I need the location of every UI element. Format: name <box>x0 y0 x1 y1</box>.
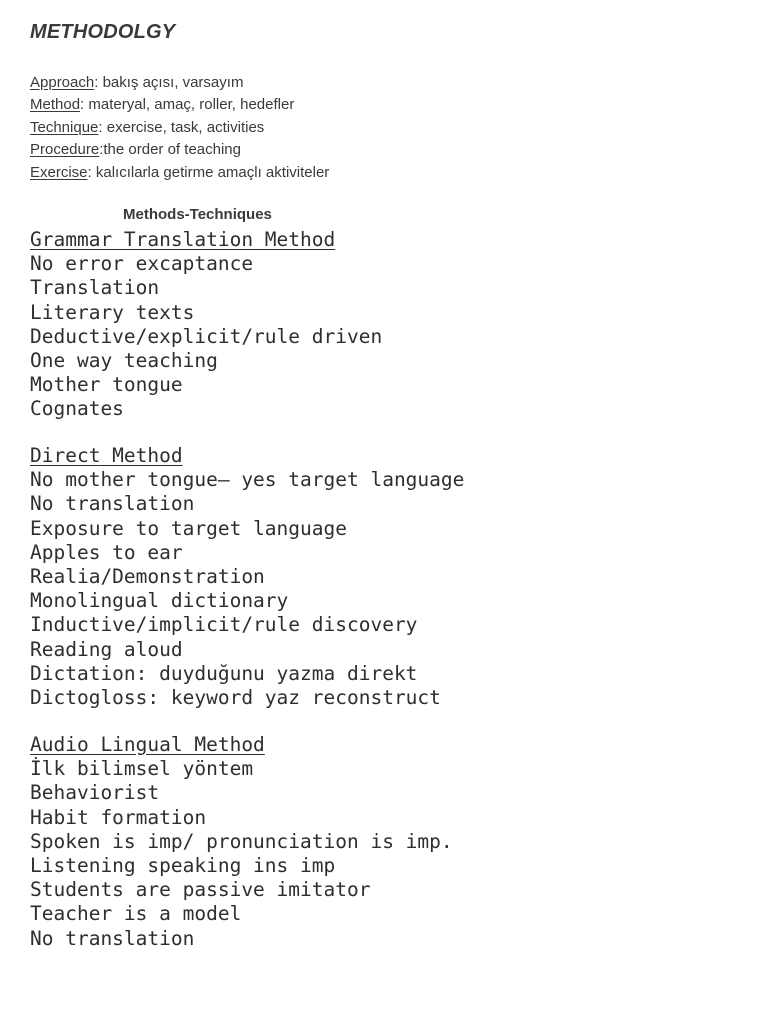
definition-term: Procedure <box>30 141 100 159</box>
definition-term: Approach <box>30 74 95 91</box>
method-item: Mother tongue <box>30 373 183 397</box>
method-heading: Grammar Translation Method <box>30 228 336 251</box>
definition-separator: : <box>80 96 89 114</box>
method-item: Exposure to target language <box>30 516 347 540</box>
method-item: Listening speaking ins imp <box>30 853 336 877</box>
definition-text: the order of teaching <box>103 141 241 159</box>
method-item: İlk bilimsel yöntem <box>30 757 254 781</box>
method-item: Monolingual dictionary <box>30 589 289 613</box>
page-title: METHODOLGY <box>30 21 176 43</box>
method-item: Behaviorist <box>30 781 160 805</box>
grammar-translation-method-section <box>30 228 382 422</box>
method-item: Realia/Demonstration <box>30 564 265 588</box>
method-item: Deductive/explicit/rule driven <box>30 324 383 348</box>
definition-row <box>30 94 329 116</box>
method-item: No translation <box>30 926 195 950</box>
definition-text: kalıcılarla getirme amaçlı aktiviteler <box>95 163 330 181</box>
method-item: Spoken is imp/ pronunciation is imp. <box>30 829 453 853</box>
method-item: Reading aloud <box>30 637 183 661</box>
method-item: Habit formation <box>30 805 207 829</box>
method-item: Literary texts <box>30 300 195 324</box>
definition-row <box>30 117 329 139</box>
definition-separator: : <box>87 163 96 181</box>
definition-term: Technique <box>30 118 99 136</box>
definition-separator: : <box>94 74 103 91</box>
definition-term: Exercise <box>30 163 88 181</box>
definition-term: Method <box>30 96 81 114</box>
definition-text: bakış açısı, varsayım <box>102 74 244 91</box>
method-item: Students are passive imitator <box>30 878 371 902</box>
method-item: No translation <box>30 492 195 516</box>
audio-lingual-method-section <box>30 733 453 951</box>
definition-text: exercise, task, activities <box>106 118 265 136</box>
definitions-list <box>30 72 329 184</box>
definition-separator: : <box>99 141 104 159</box>
method-item: Dictation: duyduğunu yazma direkt <box>30 661 418 685</box>
method-item: No mother tongue— yes target language <box>30 468 465 492</box>
method-item: Teacher is a model <box>30 902 242 926</box>
definition-text: materyal, amaç, roller, hedefler <box>88 96 295 114</box>
method-item: Apples to ear <box>30 540 183 564</box>
method-item: Dictogloss: keyword yaz reconstruct <box>30 685 441 709</box>
method-item: Translation <box>30 276 160 300</box>
definition-row <box>30 162 329 184</box>
method-heading: Direct Method <box>30 444 183 467</box>
method-item: Cognates <box>30 397 124 421</box>
method-item: Inductive/implicit/rule discovery <box>30 613 418 637</box>
method-item: No error excaptance <box>30 252 254 276</box>
definition-row <box>30 139 329 161</box>
definition-separator: : <box>98 118 107 136</box>
method-item: One way teaching <box>30 348 218 372</box>
direct-method-section <box>30 444 464 710</box>
section-subheading: Methods-Techniques <box>123 206 272 223</box>
method-heading: Audio Lingual Method <box>30 733 265 756</box>
definition-row <box>30 72 329 94</box>
